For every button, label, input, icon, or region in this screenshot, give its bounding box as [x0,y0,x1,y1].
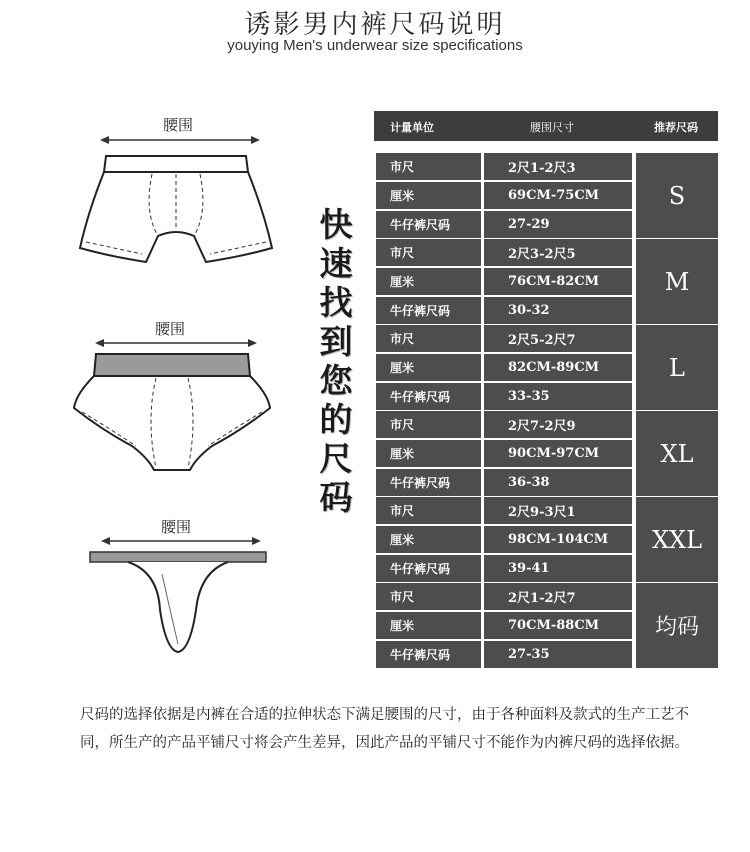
value-cell: 2尺5-2尺7 [484,325,632,352]
size-group-l [374,325,718,410]
unit-cell: 厘米 [376,268,481,295]
header-recommended: 推荐尺码 [654,121,698,134]
value-cell: 2尺7-2尺9 [484,411,632,438]
slogan-char: 找 [319,283,353,322]
slogan-char: 到 [319,322,353,361]
size-cell: L [636,325,718,410]
thong-figure [88,550,268,654]
slogan-char: 快 [319,205,353,244]
unit-cell: 厘米 [376,182,481,209]
size-table [374,111,718,669]
value-cell: 27-29 [484,211,632,238]
size-cell: 均码 [636,583,718,668]
value-cell: 69CM-75CM [484,182,632,209]
size-group-xl [374,411,718,496]
value-cell: 36-38 [484,469,632,496]
size-cell: M [636,239,718,324]
page-title: 诱影男内裤尺码说明 [244,10,506,40]
unit-cell: 牛仔裤尺码 [376,297,481,324]
thong-waist-arrow [101,535,261,547]
brief-waist-label: 腰围 [154,320,185,338]
unit-cell: 牛仔裤尺码 [376,555,481,582]
size-note: 尺码的选择依据是内裤在合适的拉伸状态下满足腰围的尺寸，由于各种面料及款式的生产工艺不同，所生产的产品平铺尺寸将会产生差异，因此产品的平铺尺寸不能作为内裤尺码的选择依据。 [80,707,689,751]
unit-cell: 厘米 [376,526,481,553]
value-cell: 90CM-97CM [484,440,632,467]
size-cell: XXL [636,497,718,582]
slogan-char: 速 [319,244,353,283]
unit-cell: 市尺 [376,325,481,352]
unit-cell: 市尺 [376,411,481,438]
size-group-xxl [374,497,718,582]
value-cell: 27-35 [484,641,632,668]
slogan-char: 的 [319,400,353,439]
value-cell: 98CM-104CM [484,526,632,553]
value-cell: 2尺1-2尺3 [484,153,632,180]
unit-cell: 牛仔裤尺码 [376,211,481,238]
unit-cell: 厘米 [376,440,481,467]
value-cell: 70CM-88CM [484,612,632,639]
boxer-waist-label: 腰围 [162,116,193,134]
boxer-waist-arrow [100,134,260,146]
size-cell: S [636,153,718,238]
unit-cell: 市尺 [376,153,481,180]
size-group-s [374,153,718,238]
boxer-figure [76,152,276,274]
vertical-slogan [314,205,358,517]
slogan-char: 尺 [319,439,353,478]
unit-cell: 市尺 [376,583,481,610]
size-group-m [374,239,718,324]
unit-cell: 市尺 [376,239,481,266]
brief-figure [72,350,272,474]
header-unit: 计量单位 [390,121,434,134]
size-group-free [374,583,718,668]
value-cell: 2尺3-2尺5 [484,239,632,266]
unit-cell: 市尺 [376,497,481,524]
value-cell: 2尺9-3尺1 [484,497,632,524]
unit-cell: 牛仔裤尺码 [376,641,481,668]
slogan-char: 码 [319,478,353,517]
unit-cell: 牛仔裤尺码 [376,469,481,496]
value-cell: 30-32 [484,297,632,324]
unit-cell: 厘米 [376,612,481,639]
unit-cell: 牛仔裤尺码 [376,383,481,410]
brief-waist-arrow [95,337,257,349]
size-cell: XL [636,411,718,496]
thong-waist-label: 腰围 [160,518,191,536]
value-cell: 39-41 [484,555,632,582]
page-subtitle: youying Men's underwear size specifications [227,37,523,54]
value-cell: 33-35 [484,383,632,410]
value-cell: 2尺1-2尺7 [484,583,632,610]
table-header [374,111,718,141]
header-waist: 腰围尺寸 [530,121,574,134]
table-body [374,153,718,668]
unit-cell: 厘米 [376,354,481,381]
value-cell: 76CM-82CM [484,268,632,295]
value-cell: 82CM-89CM [484,354,632,381]
slogan-char: 您 [319,361,353,400]
